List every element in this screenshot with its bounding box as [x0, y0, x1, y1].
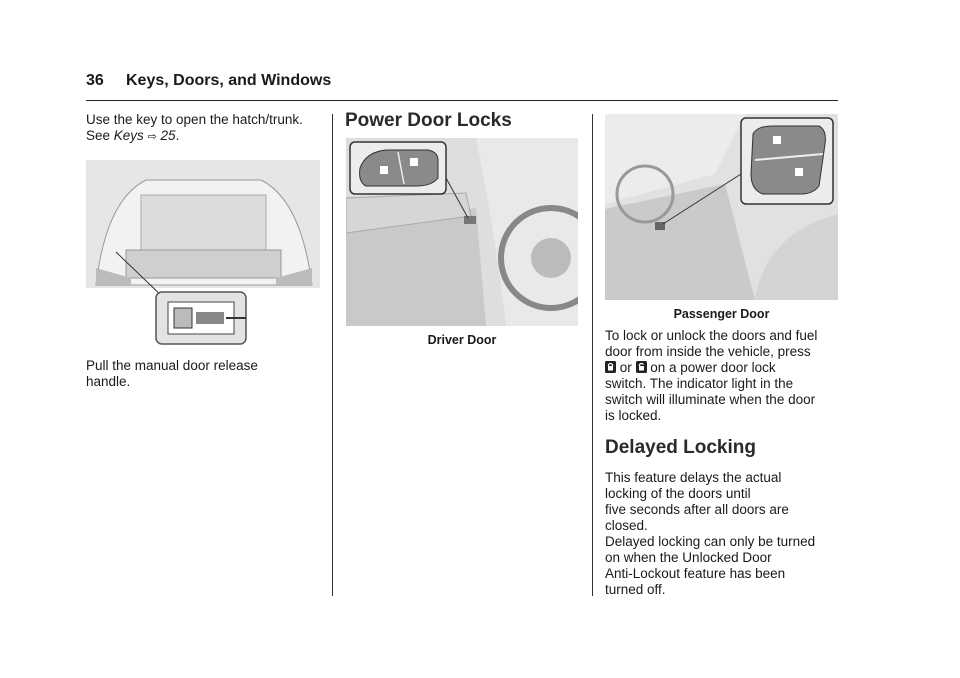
- text-line: To lock or unlock the doors and fuel: [605, 328, 818, 343]
- text-line: This feature delays the actual: [605, 470, 782, 485]
- text-line: closed.: [605, 518, 648, 533]
- driver-door-caption: Driver Door: [427, 333, 497, 347]
- driver-door-illustration: [346, 138, 578, 326]
- hatch-instruction: [86, 112, 326, 145]
- column-divider-2: [592, 114, 593, 596]
- trunk-release-illustration: [86, 160, 320, 346]
- column-divider-1: [332, 114, 333, 596]
- delayed-locking-heading: Delayed Locking: [605, 437, 756, 458]
- text-line: door from inside the vehicle, press: [605, 344, 811, 359]
- passenger-door-caption: Passenger Door: [673, 307, 770, 321]
- text-line: Pull the manual door release: [86, 358, 258, 373]
- chapter-title: Keys, Doors, and Windows: [126, 72, 332, 89]
- text-line: five seconds after all doors are: [605, 502, 789, 517]
- page-number: 36: [86, 72, 104, 89]
- unlock-icon: [636, 361, 647, 373]
- keys-link[interactable]: Keys: [113, 128, 144, 143]
- page-header: [86, 72, 838, 101]
- text-line: Use the key to open the hatch/trunk.: [86, 112, 303, 127]
- page-ref-number[interactable]: 25: [160, 128, 176, 143]
- text-line: turned off.: [605, 582, 666, 597]
- passenger-door-illustration: [605, 114, 838, 300]
- manual-release-instruction: [86, 358, 326, 390]
- see-reference: [86, 128, 326, 145]
- period: .: [175, 128, 180, 143]
- text-line: [605, 360, 845, 376]
- text-line: on when the Unlocked Door: [605, 550, 772, 565]
- text-line: Anti-Lockout feature has been: [605, 566, 786, 581]
- page-ref-arrow-icon: ⇨: [147, 131, 157, 143]
- lock-icon: [605, 361, 616, 373]
- text-line: switch will illuminate when the door: [605, 392, 816, 407]
- lock-instruction: [605, 328, 845, 424]
- see-label: See: [86, 128, 114, 143]
- text-line: switch. The indicator light in the: [605, 376, 794, 391]
- text-line: locking of the doors until: [605, 486, 751, 501]
- text-line: is locked.: [605, 408, 662, 423]
- text-line-rest: on a power door lock: [646, 360, 776, 375]
- or-text: or: [616, 360, 636, 375]
- delayed-locking-paragraph-1: [605, 470, 845, 534]
- power-door-locks-heading: Power Door Locks: [345, 110, 512, 131]
- delayed-locking-paragraph-2: [605, 534, 845, 598]
- text-line: Delayed locking can only be turned: [605, 534, 816, 549]
- text-line: handle.: [86, 374, 131, 389]
